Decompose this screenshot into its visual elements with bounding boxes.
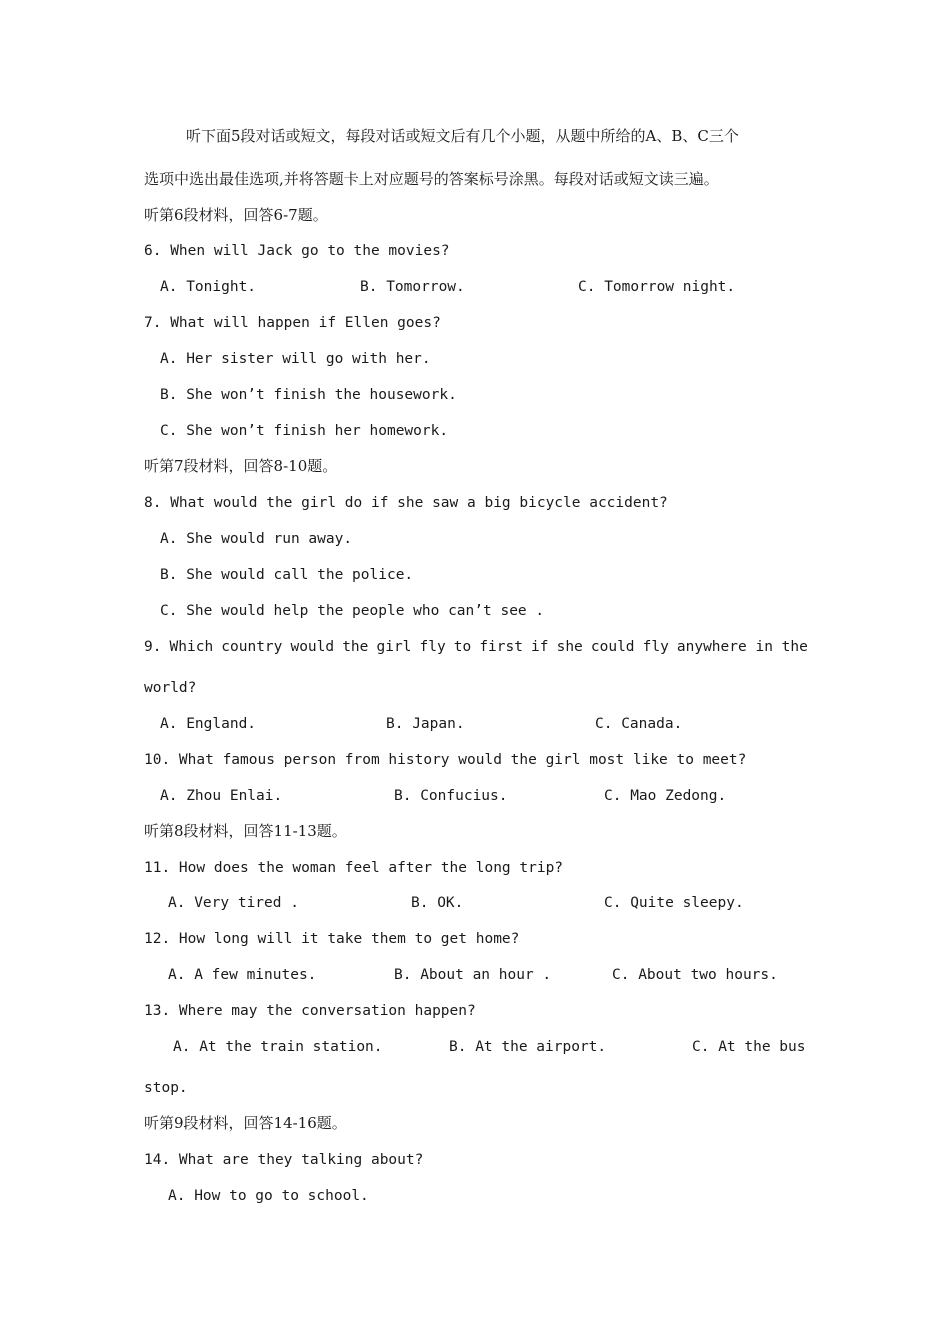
section-heading: 听第8段材料，回答11-13题。	[144, 822, 347, 840]
option-a: A. Tonight.	[160, 279, 257, 295]
question-7: 7. What will happen if Ellen goes?	[144, 315, 441, 331]
option-c: C. Mao Zedong.	[604, 788, 727, 804]
option-a: A. She would run away.	[160, 531, 353, 547]
question-11: 11. How does the woman feel after the long trip?	[144, 860, 564, 876]
question-9-word: she	[556, 639, 583, 655]
option-c: C. Tomorrow night.	[578, 279, 736, 295]
option-a: A. Very tired .	[168, 895, 299, 911]
option-b: B. At the airport.	[449, 1039, 607, 1055]
option-c: C. She would help the people who can’t see .	[160, 603, 545, 619]
section-heading: 听第6段材料，回答6-7题。	[144, 206, 328, 224]
question-9-word: to	[453, 639, 472, 655]
option-a: A. A few minutes.	[168, 967, 317, 983]
option-b: B. Japan.	[386, 716, 465, 732]
option-a: A. Zhou Enlai.	[160, 788, 283, 804]
question-9-word: girl	[376, 639, 412, 655]
question-13-continued: stop.	[144, 1080, 188, 1096]
instructions-line-1: 听下面5段对话或短文，每段对话或短文后有几个小题，从题中所给的A、B、C三个	[186, 127, 739, 145]
option-c: C. At the bus	[692, 1039, 806, 1055]
question-10: 10. What famous person from history would the girl most like to meet?	[144, 752, 747, 768]
option-b: B. She won’t finish the housework.	[160, 387, 457, 403]
question-9-word: the	[342, 639, 369, 655]
option-a: A. England.	[160, 716, 257, 732]
question-9-word: anywhere in the	[676, 639, 808, 655]
section-heading: 听第7段材料，回答8-10题。	[144, 457, 338, 475]
option-a: A. Her sister will go with her.	[160, 351, 431, 367]
option-c: C. She won’t finish her homework.	[160, 423, 449, 439]
question-13: 13. Where may the conversation happen?	[144, 1003, 476, 1019]
option-a: A. At the train station.	[173, 1039, 383, 1055]
section-heading: 听第9段材料，回答14-16题。	[144, 1114, 347, 1132]
option-b: B. OK.	[411, 895, 464, 911]
instructions-line-2: 选项中选出最佳选项,并将答题卡上对应题号的答案标号涂黑。每段对话或短文读三遍。	[144, 170, 719, 188]
question-9-word: first	[479, 639, 523, 655]
question-8: 8. What would the girl do if she saw a big bicycle accident?	[144, 495, 668, 511]
option-b: B. About an hour .	[394, 967, 552, 983]
question-9	[144, 637, 808, 657]
question-9-word: could	[590, 639, 635, 655]
option-b: B. She would call the police.	[160, 567, 414, 583]
question-9-word: fly	[642, 639, 669, 655]
option-c: C. Canada.	[595, 716, 683, 732]
question-14: 14. What are they talking about?	[144, 1152, 424, 1168]
option-a: A. How to go to school.	[168, 1188, 369, 1204]
option-c: C. Quite sleepy.	[604, 895, 744, 911]
question-6: 6. When will Jack go to the movies?	[144, 243, 450, 259]
question-9-word: fly	[419, 639, 446, 655]
option-b: B. Tomorrow.	[360, 279, 465, 295]
question-9-word: 9.	[144, 639, 162, 655]
question-9-word: would	[290, 639, 335, 655]
question-12: 12. How long will it take them to get home?	[144, 931, 520, 947]
option-c: C. About two hours.	[612, 967, 778, 983]
question-9-word: country	[221, 639, 283, 655]
option-b: B. Confucius.	[394, 788, 508, 804]
question-9-continued: world?	[144, 680, 197, 696]
question-9-word: Which	[169, 639, 214, 655]
question-9-word: if	[531, 639, 549, 655]
